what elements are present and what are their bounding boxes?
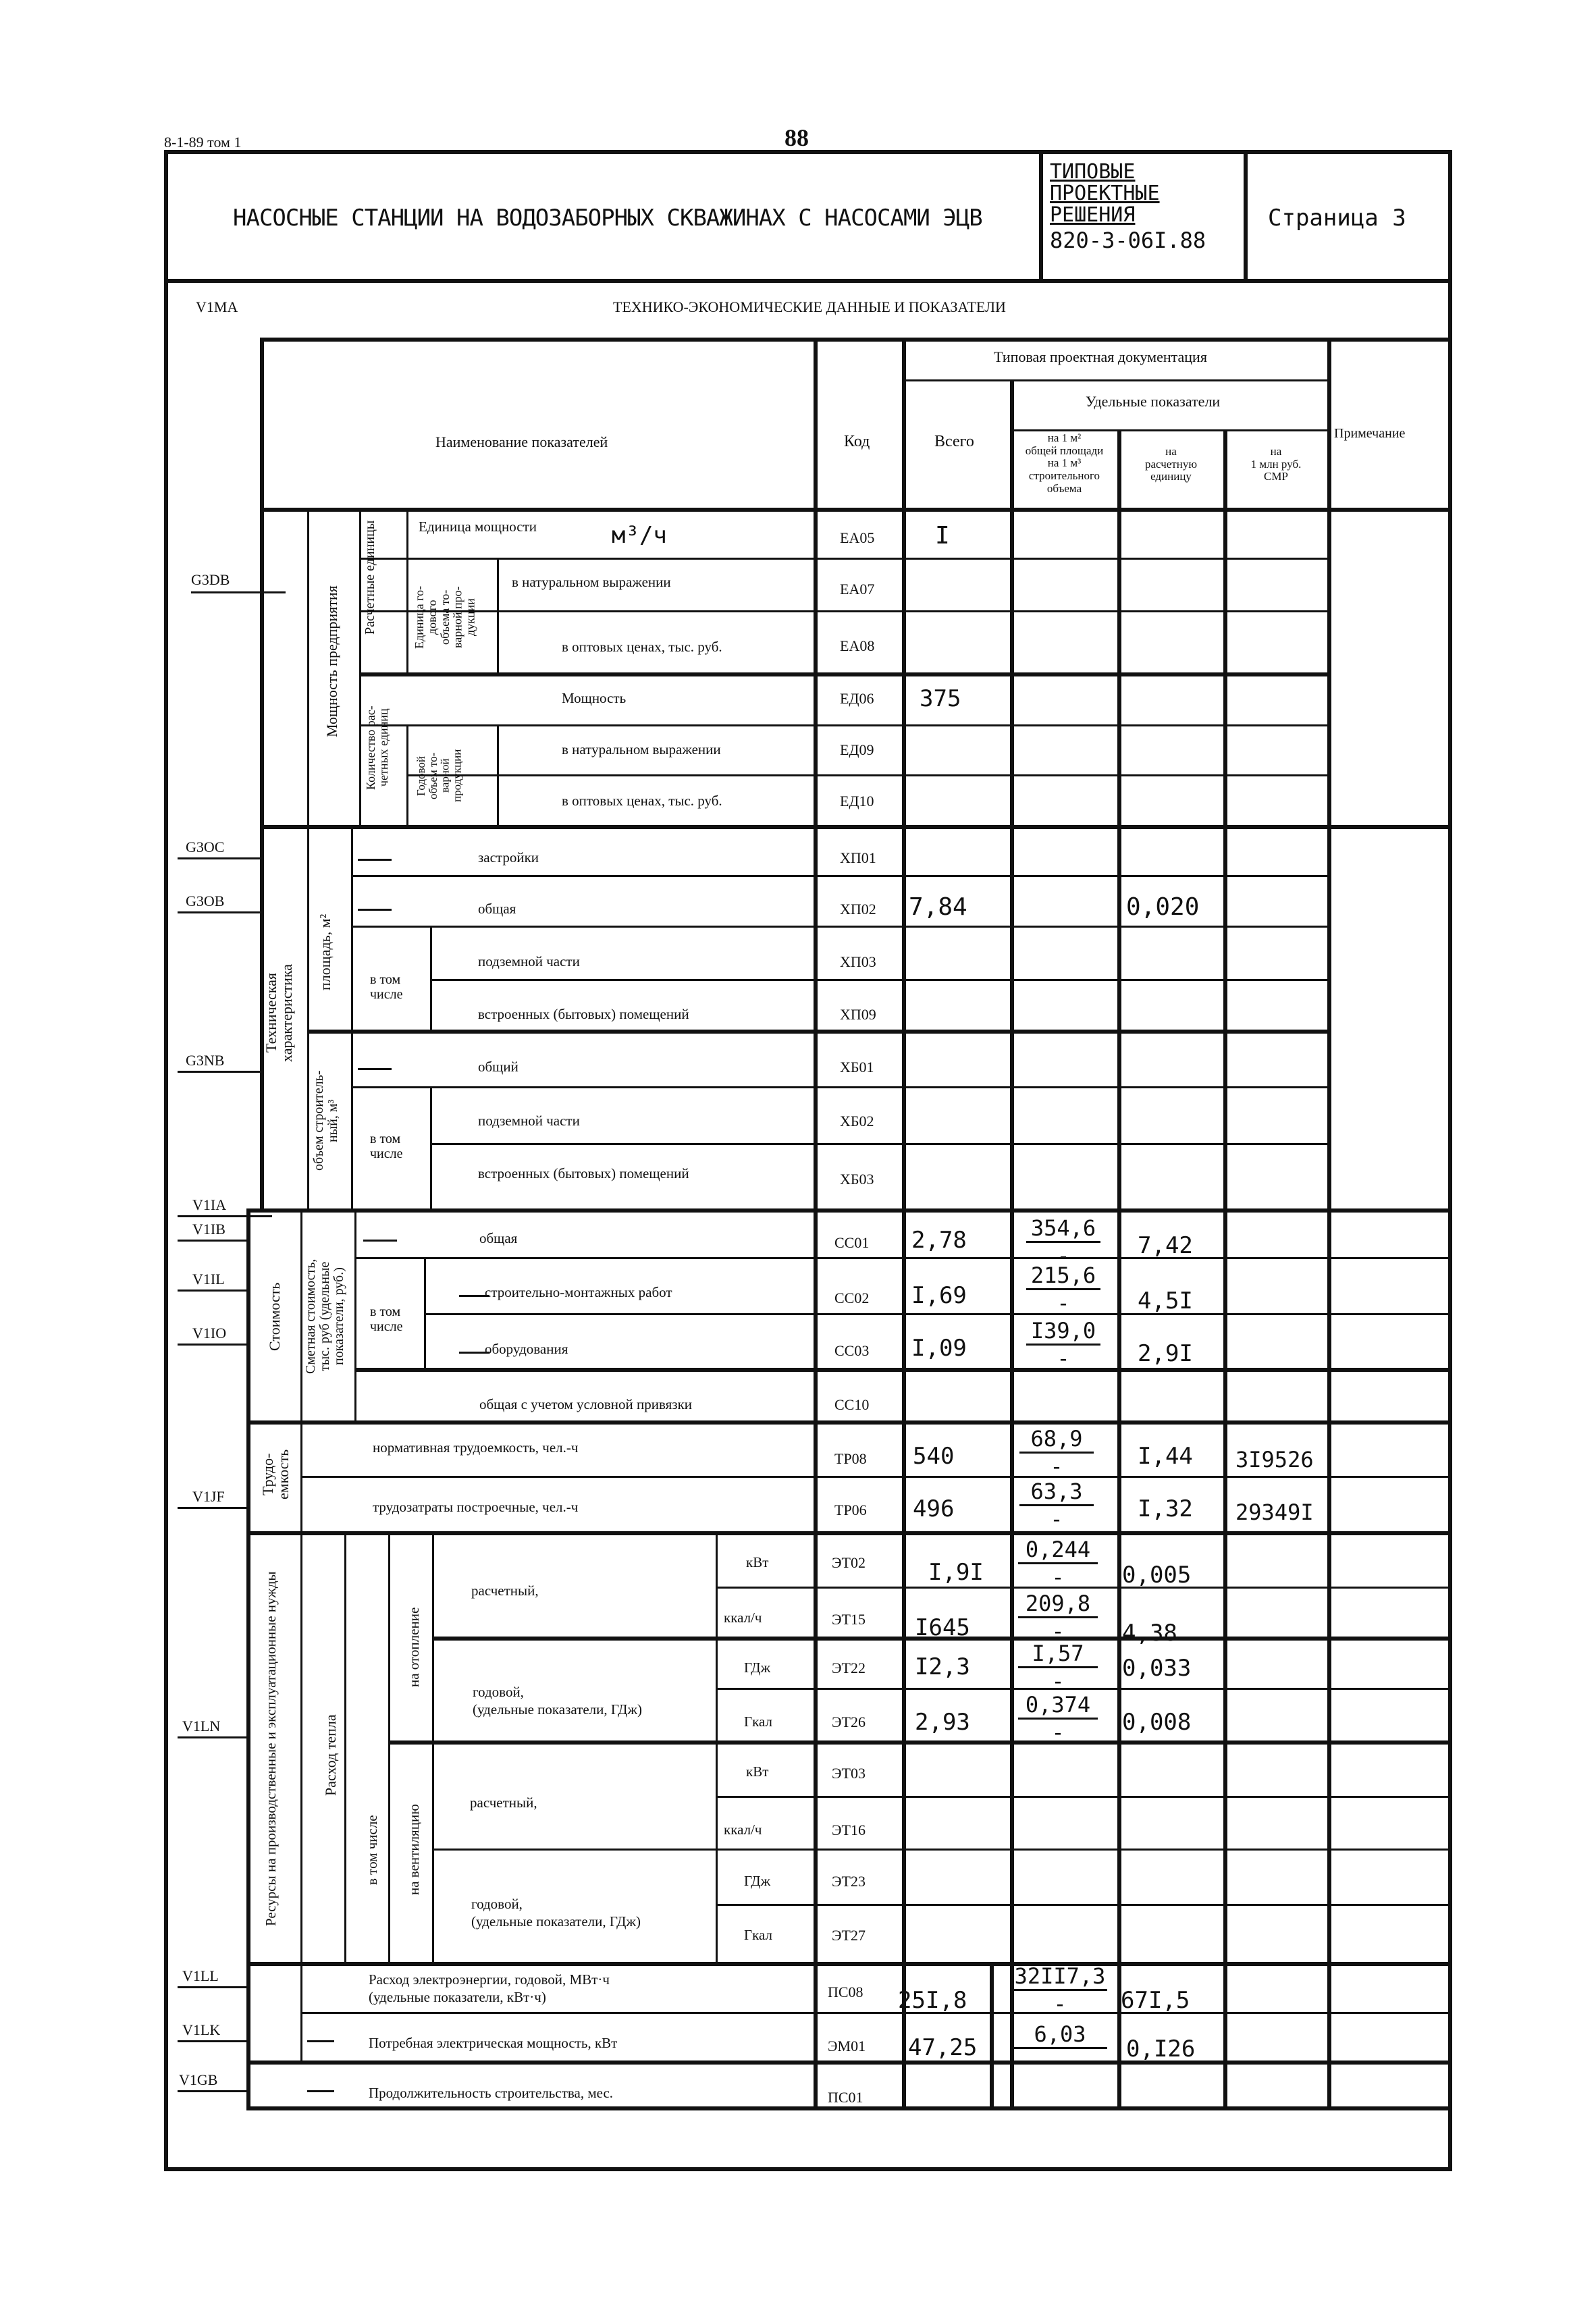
pc08-total: 25I,8 bbox=[898, 1987, 967, 2014]
group-unit-output bbox=[413, 563, 477, 671]
cc10-name: общая с учетом условной привязки bbox=[479, 1396, 693, 1412]
cc03-per-unit: 2,9I bbox=[1138, 1340, 1193, 1367]
fraction-numerator: I,57 bbox=[1018, 1641, 1098, 1668]
tp06-name: трудозатраты построечные, чел.-ч bbox=[373, 1499, 579, 1515]
unit-output-line: объема то- bbox=[437, 589, 452, 645]
et03-code: ЭТ03 bbox=[832, 1765, 866, 1782]
et02-name: расчетный, bbox=[471, 1583, 539, 1599]
col-header-total: Всего bbox=[934, 433, 974, 450]
unit-output-line: дукции bbox=[463, 598, 477, 636]
per-million-line: на bbox=[1270, 445, 1282, 458]
qty-units-line: четных единиц bbox=[376, 708, 390, 787]
fraction-denominator: - bbox=[1057, 1290, 1070, 1316]
tp06-per-million: 29349I bbox=[1235, 1499, 1314, 1525]
per-area-line: строительного bbox=[1028, 469, 1100, 483]
section-title: ТЕХНИКО-ЭКОНОМИЧЕСКИЕ ДАННЫЕ И ПОКАЗАТЕЛИ bbox=[613, 298, 1006, 315]
et15-total: I645 bbox=[915, 1614, 970, 1641]
ea05-code: ЕА05 bbox=[840, 529, 875, 546]
et22-per-unit: 0,033 bbox=[1122, 1655, 1192, 1682]
side-code: V1IL bbox=[192, 1271, 225, 1287]
group-labour bbox=[260, 1427, 291, 1522]
cc01-per-unit: 7,42 bbox=[1138, 1232, 1193, 1259]
et23-name: годовой, bbox=[471, 1896, 523, 1912]
ea08-name: в оптовых ценах, тыс. руб. bbox=[562, 639, 722, 655]
xb01-code: ХБ01 bbox=[840, 1059, 874, 1075]
em01-name: Потребная электрическая мощность, кВт bbox=[369, 2035, 618, 2051]
et16-code: ЭТ16 bbox=[832, 1822, 866, 1838]
estimate-line: тыс. руб (удельные bbox=[317, 1261, 332, 1372]
side-code: G3OB bbox=[186, 893, 225, 909]
col-header-per-million bbox=[1225, 446, 1327, 483]
side-code: V1JF bbox=[192, 1488, 225, 1505]
tp06-per-unit: I,32 bbox=[1138, 1495, 1193, 1522]
ea05-total: I bbox=[935, 522, 950, 550]
group-capacity: Мощность предприятия bbox=[323, 585, 340, 738]
tp08-per-unit: I,44 bbox=[1138, 1443, 1193, 1470]
section-code: V1MA bbox=[196, 298, 238, 315]
et22-code: ЭТ22 bbox=[832, 1659, 866, 1676]
fraction-denominator: - bbox=[1051, 1668, 1065, 1694]
per-area-line: на 1 м³ bbox=[1047, 456, 1082, 470]
et03-name: расчетный, bbox=[470, 1794, 537, 1811]
annual-output-line: объем то- bbox=[426, 752, 440, 799]
fraction-numerator: 209,8 bbox=[1018, 1591, 1098, 1618]
per-unit-line: на bbox=[1165, 445, 1177, 458]
cc02-per-unit: 4,5I bbox=[1138, 1287, 1193, 1314]
page-number: 88 bbox=[784, 124, 809, 151]
col-header-name: Наименование показателей bbox=[435, 433, 608, 450]
et02-fraction bbox=[1018, 1537, 1098, 1590]
fraction-numerator: 354,6 bbox=[1026, 1215, 1100, 1243]
col-header-typical-docs: Типовая проектная документация bbox=[994, 348, 1207, 365]
side-code: G3DB bbox=[191, 571, 230, 588]
et03-unit: кВт bbox=[746, 1763, 769, 1780]
estimate-line: показатели, руб.) bbox=[331, 1267, 346, 1366]
per-unit-line: единицу bbox=[1150, 470, 1192, 483]
side-code: V1GB bbox=[179, 2071, 218, 2088]
fraction-denominator: - bbox=[1051, 1618, 1065, 1644]
series-line-3: РЕШЕНИЯ bbox=[1050, 203, 1136, 227]
et26-fraction bbox=[1018, 1692, 1098, 1745]
xp03-name: подземной части bbox=[478, 953, 580, 969]
annual-output-line: продукции bbox=[450, 749, 464, 803]
fraction-numerator: 68,9 bbox=[1019, 1426, 1094, 1454]
group-volume bbox=[312, 1040, 340, 1202]
cc01-fraction bbox=[1026, 1215, 1100, 1269]
side-code: V1IA bbox=[192, 1196, 227, 1213]
cc02-total: I,69 bbox=[911, 1282, 967, 1309]
fraction-numerator: 0,244 bbox=[1018, 1537, 1098, 1564]
fraction-denominator: - bbox=[1050, 1454, 1063, 1479]
annual-output-line: Годовой bbox=[415, 755, 427, 796]
xp09-code: ХП09 bbox=[840, 1006, 876, 1023]
pc08-name2: (удельные показатели, кВт·ч) bbox=[369, 1989, 546, 2005]
side-code: V1LK bbox=[182, 2021, 221, 2038]
pc08-fraction bbox=[1013, 1963, 1107, 2017]
xb03-code: ХБ03 bbox=[840, 1171, 874, 1188]
et02-total: I,9I bbox=[928, 1559, 984, 1586]
fraction-numerator: 32II7,3 bbox=[1013, 1963, 1107, 1991]
per-area-line: на 1 м² bbox=[1047, 431, 1082, 444]
xp02-code: ХП02 bbox=[840, 901, 876, 918]
et26-per-unit: 0,008 bbox=[1122, 1709, 1192, 1736]
side-code: G3NB bbox=[186, 1052, 225, 1069]
col-header-per-area bbox=[1011, 432, 1117, 495]
em01-fraction bbox=[1013, 2021, 1107, 2075]
cc03-code: СС03 bbox=[834, 1342, 870, 1359]
group-ventilation: на вентиляцию bbox=[406, 1804, 422, 1896]
ed09-name: в натуральном выражении bbox=[562, 741, 721, 757]
ea07-name: в натуральном выражении bbox=[512, 574, 671, 590]
in-that-area bbox=[370, 972, 403, 1002]
col-header-code: Код bbox=[844, 433, 870, 450]
group-area: площадь, м² bbox=[317, 913, 334, 990]
per-million-line: 1 млн руб. bbox=[1250, 457, 1302, 471]
group-tech bbox=[263, 918, 294, 1107]
volume-line: ный, м³ bbox=[325, 1099, 340, 1142]
ea08-code: ЕА08 bbox=[840, 637, 875, 654]
cc01-code: СС01 bbox=[834, 1234, 870, 1251]
col-header-note: Примечание bbox=[1334, 426, 1406, 441]
series-code: 820-3-06I.88 bbox=[1050, 228, 1206, 253]
per-area-line: общей площади bbox=[1025, 444, 1104, 457]
pc08-name: Расход электроэнергии, годовой, МВт·ч bbox=[369, 1971, 610, 1988]
cc03-fraction bbox=[1026, 1318, 1100, 1371]
side-code: G3OC bbox=[186, 839, 225, 855]
group-estimate bbox=[304, 1215, 346, 1418]
tp06-code: ТР06 bbox=[834, 1501, 867, 1518]
pc08-per-unit: 67I,5 bbox=[1121, 1987, 1190, 2014]
in-that-line: в том bbox=[370, 1304, 401, 1319]
group-annual-output bbox=[415, 726, 463, 825]
series-line-1: ТИПОВЫЕ bbox=[1050, 160, 1136, 184]
ed06-total: 375 bbox=[920, 685, 961, 712]
xp03-code: ХП03 bbox=[840, 953, 876, 970]
et27-unit: Гкал bbox=[744, 1927, 773, 1943]
cc02-code: СС02 bbox=[834, 1290, 870, 1306]
cc03-total: I,09 bbox=[911, 1335, 967, 1362]
xp02-total: 7,84 bbox=[909, 893, 967, 921]
per-area-line: объема bbox=[1046, 481, 1082, 495]
fraction-denominator: - bbox=[1053, 1991, 1067, 2017]
et26-unit: Гкал bbox=[744, 1713, 773, 1730]
tp08-per-million: 3I9526 bbox=[1235, 1447, 1314, 1472]
annual-output-line: варной bbox=[438, 758, 452, 793]
tp08-total: 540 bbox=[913, 1443, 955, 1470]
cc10-code: СС10 bbox=[834, 1396, 870, 1413]
group-qty-units bbox=[365, 675, 390, 820]
tp08-fraction bbox=[1019, 1426, 1094, 1479]
em01-total: 47,25 bbox=[908, 2034, 978, 2061]
page-label: Страница 3 bbox=[1268, 205, 1406, 232]
cc01-total: 2,78 bbox=[911, 1227, 967, 1254]
fraction-numerator: 215,6 bbox=[1026, 1262, 1100, 1290]
et02-per-unit: 0,005 bbox=[1122, 1562, 1192, 1589]
fraction-denominator: - bbox=[1053, 2049, 1067, 2075]
ea07-code: ЕА07 bbox=[840, 581, 875, 597]
et02-unit: кВт bbox=[746, 1554, 769, 1570]
et26-code: ЭТ26 bbox=[832, 1713, 866, 1730]
et26-total: 2,93 bbox=[915, 1709, 970, 1736]
col-header-specific: Удельные показатели bbox=[1086, 393, 1221, 410]
tech-line: Техническая bbox=[263, 973, 280, 1053]
et02-code: ЭТ02 bbox=[832, 1554, 866, 1571]
tp06-fraction bbox=[1019, 1479, 1094, 1532]
et22-unit: ГДж bbox=[744, 1659, 771, 1676]
qty-units-line: Количество рас- bbox=[364, 706, 377, 790]
fraction-numerator: 0,374 bbox=[1018, 1692, 1098, 1720]
fraction-denominator: - bbox=[1051, 1720, 1065, 1745]
group-calc-units: Расчетные единицы bbox=[363, 520, 377, 635]
in-that-cost bbox=[370, 1304, 403, 1334]
xp01-code: ХП01 bbox=[840, 849, 876, 866]
pc01-name: Продолжительность строительства, мес. bbox=[369, 2085, 614, 2101]
tp08-code: ТР08 bbox=[834, 1450, 867, 1467]
fraction-denominator: - bbox=[1051, 1564, 1065, 1590]
ea05-unit: м³/ч bbox=[612, 522, 667, 549]
et15-fraction bbox=[1018, 1591, 1098, 1644]
tech-line: характеристика bbox=[278, 963, 296, 1062]
et22-name2: (удельные показатели, ГДж) bbox=[473, 1701, 643, 1718]
em01-code: ЭМ01 bbox=[828, 2038, 866, 2054]
tp06-total: 496 bbox=[913, 1495, 955, 1522]
cc03-name: оборудования bbox=[485, 1341, 568, 1357]
et23-unit: ГДж bbox=[744, 1873, 771, 1889]
xb02-code: ХБ02 bbox=[840, 1113, 874, 1129]
et15-unit: ккал/ч bbox=[724, 1610, 762, 1626]
group-heating: на отопление bbox=[406, 1607, 422, 1688]
per-unit-line: расчетную bbox=[1144, 457, 1198, 471]
ea05-name: Единица мощности bbox=[419, 519, 537, 535]
sheet-ref: 8-1-89 том 1 bbox=[164, 134, 242, 151]
pc08-code: ПС08 bbox=[828, 1984, 863, 2000]
group-heat: Расход тепла bbox=[322, 1714, 339, 1797]
et27-code: ЭТ27 bbox=[832, 1927, 866, 1944]
xp01-name: застройки bbox=[478, 849, 539, 866]
in-that-line: числе bbox=[370, 1146, 403, 1161]
et15-per-unit: 4,38 bbox=[1122, 1620, 1177, 1647]
fraction-numerator: 6,03 bbox=[1013, 2021, 1107, 2049]
cc01-name: общая bbox=[479, 1230, 518, 1246]
tp08-name: нормативная трудоемкость, чел.-ч bbox=[373, 1439, 579, 1456]
ed10-name: в оптовых ценах, тыс. руб. bbox=[562, 793, 722, 809]
fraction-numerator: 63,3 bbox=[1019, 1479, 1094, 1506]
col-header-per-unit bbox=[1119, 446, 1223, 483]
et23-name2: (удельные показатели, ГДж) bbox=[471, 1913, 641, 1930]
unit-output-line: варной про- bbox=[450, 586, 464, 648]
in-that-line: числе bbox=[370, 1319, 403, 1334]
pc01-code: ПС01 bbox=[828, 2089, 863, 2106]
fraction-denominator: - bbox=[1057, 1243, 1070, 1269]
document-title: НАСОСНЫЕ СТАНЦИИ НА ВОДОЗАБОРНЫХ СКВАЖИНАХ С НАСОСАМИ ЭЦВ bbox=[233, 205, 982, 232]
cc02-name: строительно-монтажных работ bbox=[485, 1284, 672, 1300]
xb02-name: подземной части bbox=[478, 1113, 580, 1129]
fraction-denominator: - bbox=[1057, 1346, 1070, 1371]
et22-total: I2,3 bbox=[915, 1653, 970, 1680]
side-code: V1LN bbox=[182, 1718, 221, 1734]
in-that-line: в том bbox=[370, 972, 401, 987]
et22-fraction bbox=[1018, 1641, 1098, 1694]
side-code: V1LL bbox=[182, 1967, 219, 1984]
ed09-code: ЕД09 bbox=[840, 741, 874, 758]
fraction-denominator: - bbox=[1050, 1506, 1063, 1532]
group-cost: Стоимость bbox=[266, 1282, 283, 1351]
in-that-volume bbox=[370, 1132, 403, 1161]
unit-output-line: Единица го- bbox=[413, 585, 426, 649]
et16-unit: ккал/ч bbox=[724, 1822, 762, 1838]
xp09-name: встроенных (бытовых) помещений bbox=[478, 1006, 689, 1022]
unit-output-line: дового bbox=[425, 600, 439, 635]
ed10-code: ЕД10 bbox=[840, 793, 874, 809]
et23-code: ЭТ23 bbox=[832, 1873, 866, 1890]
side-code: V1IO bbox=[192, 1325, 227, 1341]
in-that-line: числе bbox=[370, 987, 403, 1002]
labour-line: Трудо- bbox=[259, 1453, 276, 1496]
ed06-code: ЕД06 bbox=[840, 690, 874, 707]
volume-line: объем строитель- bbox=[311, 1070, 326, 1171]
cc02-fraction bbox=[1026, 1262, 1100, 1316]
et15-code: ЭТ15 bbox=[832, 1611, 866, 1628]
in-that-line: в том bbox=[370, 1132, 401, 1146]
side-code: V1IB bbox=[192, 1221, 225, 1238]
group-resources: Ресурсы на производственные и эксплуатационные нужды bbox=[263, 1571, 279, 1926]
ed06-name: Мощность bbox=[562, 690, 627, 706]
estimate-line: Сметная стоимость, bbox=[303, 1258, 318, 1375]
xb01-name: общий bbox=[478, 1059, 518, 1075]
xp02-name: общая bbox=[478, 901, 516, 917]
series-line-2: ПРОЕКТНЫЕ bbox=[1050, 182, 1160, 205]
labour-line: емкость bbox=[275, 1449, 292, 1500]
em01-per-unit: 0,I26 bbox=[1126, 2036, 1196, 2063]
fraction-numerator: I39,0 bbox=[1026, 1318, 1100, 1346]
et22-name: годовой, bbox=[473, 1684, 524, 1700]
group-of-which: в том числе bbox=[364, 1815, 380, 1885]
per-million-line: СМР bbox=[1264, 470, 1288, 483]
xp02-per-unit: 0,020 bbox=[1126, 893, 1200, 921]
xb03-name: встроенных (бытовых) помещений bbox=[478, 1165, 689, 1181]
